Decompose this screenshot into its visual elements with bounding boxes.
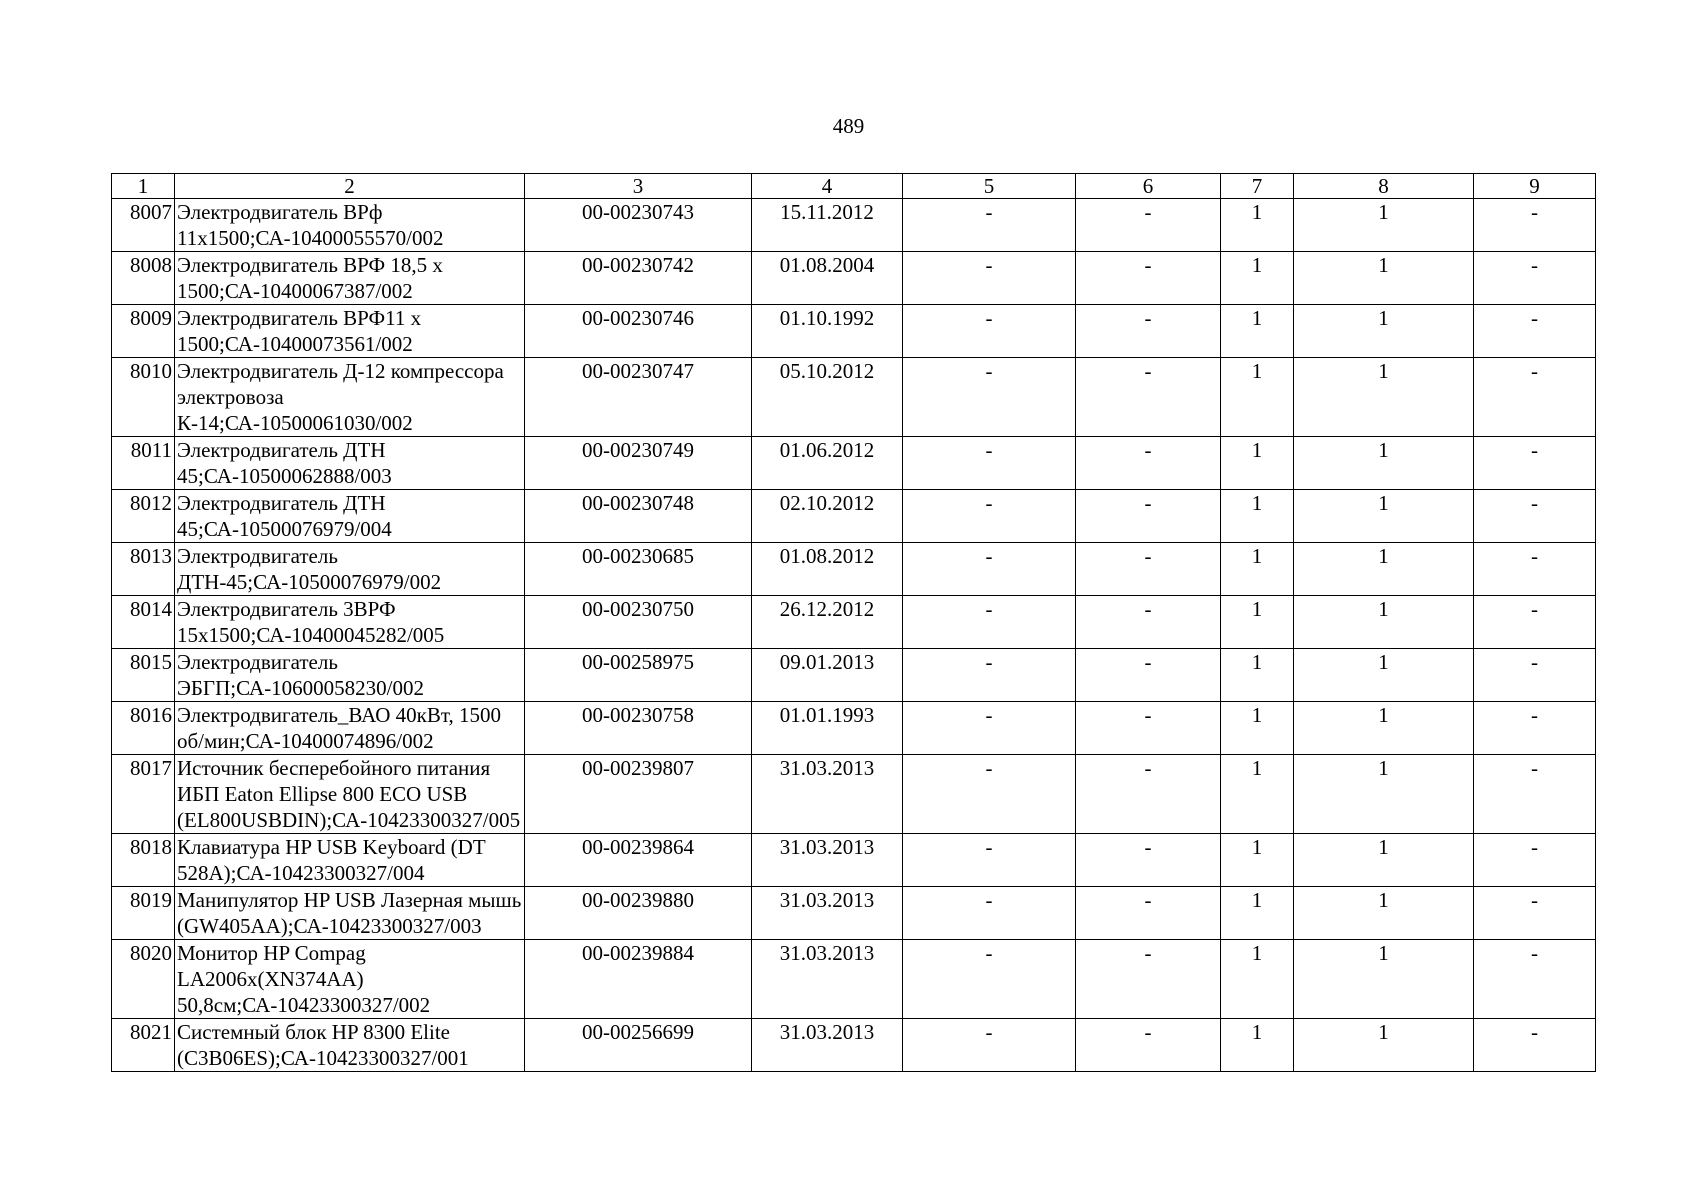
- inventory-code-cell: 00-00239880: [525, 887, 752, 940]
- row-number-cell: 8007: [112, 199, 175, 252]
- column-6-cell: -: [1076, 543, 1221, 596]
- item-name-cell: Электродвигатель ДТН 45;СА-10500076979/004: [175, 490, 525, 543]
- column-8-cell: 1: [1294, 940, 1474, 1019]
- column-header: 2: [175, 174, 525, 199]
- column-9-cell: -: [1474, 543, 1596, 596]
- column-8-cell: 1: [1294, 649, 1474, 702]
- column-8-cell: 1: [1294, 755, 1474, 834]
- date-cell: 02.10.2012: [752, 490, 903, 543]
- row-number-cell: 8011: [112, 437, 175, 490]
- column-5-cell: -: [903, 834, 1076, 887]
- row-number-cell: 8012: [112, 490, 175, 543]
- item-name-cell: Источник бесперебойного питания ИБП Eaton Ellipse 800 ECO USB (EL800USBDIN);СА-10423300327/005: [175, 755, 525, 834]
- column-7-cell: 1: [1221, 596, 1294, 649]
- table-row: [112, 490, 1596, 543]
- date-cell: 01.10.1992: [752, 305, 903, 358]
- row-number-cell: 8010: [112, 358, 175, 437]
- column-8-cell: 1: [1294, 596, 1474, 649]
- table-header: [112, 174, 1596, 199]
- date-cell: 31.03.2013: [752, 1019, 903, 1072]
- item-name-cell: Электродвигатель ВРФ 18,5 х 1500;СА-10400067387/002: [175, 252, 525, 305]
- inventory-code-cell: 00-00239807: [525, 755, 752, 834]
- column-9-cell: -: [1474, 940, 1596, 1019]
- column-7-cell: 1: [1221, 252, 1294, 305]
- column-9-cell: -: [1474, 834, 1596, 887]
- column-header: 6: [1076, 174, 1221, 199]
- column-7-cell: 1: [1221, 437, 1294, 490]
- column-header: 3: [525, 174, 752, 199]
- column-6-cell: -: [1076, 887, 1221, 940]
- column-8-cell: 1: [1294, 199, 1474, 252]
- column-8-cell: 1: [1294, 358, 1474, 437]
- column-9-cell: -: [1474, 199, 1596, 252]
- column-6-cell: -: [1076, 649, 1221, 702]
- date-cell: 31.03.2013: [752, 834, 903, 887]
- column-6-cell: -: [1076, 358, 1221, 437]
- inventory-code-cell: 00-00230758: [525, 702, 752, 755]
- table-row: [112, 199, 1596, 252]
- row-number-cell: 8017: [112, 755, 175, 834]
- inventory-code-cell: 00-00230685: [525, 543, 752, 596]
- item-name-cell: Электродвигатель ДТН 45;СА-10500062888/003: [175, 437, 525, 490]
- inventory-code-cell: 00-00230748: [525, 490, 752, 543]
- column-5-cell: -: [903, 596, 1076, 649]
- table-body: [112, 199, 1596, 1072]
- column-6-cell: -: [1076, 305, 1221, 358]
- column-6-cell: -: [1076, 1019, 1221, 1072]
- row-number-cell: 8019: [112, 887, 175, 940]
- date-cell: 01.01.1993: [752, 702, 903, 755]
- column-header: 1: [112, 174, 175, 199]
- column-8-cell: 1: [1294, 887, 1474, 940]
- column-5-cell: -: [903, 1019, 1076, 1072]
- column-8-cell: 1: [1294, 1019, 1474, 1072]
- table-row: [112, 596, 1596, 649]
- table-row: [112, 437, 1596, 490]
- column-5-cell: -: [903, 887, 1076, 940]
- date-cell: 01.08.2012: [752, 543, 903, 596]
- row-number-cell: 8020: [112, 940, 175, 1019]
- column-6-cell: -: [1076, 596, 1221, 649]
- row-number-cell: 8016: [112, 702, 175, 755]
- column-6-cell: -: [1076, 940, 1221, 1019]
- date-cell: 31.03.2013: [752, 940, 903, 1019]
- item-name-cell: Электродвигатель ВРф 11х1500;СА-10400055570/002: [175, 199, 525, 252]
- column-7-cell: 1: [1221, 940, 1294, 1019]
- date-cell: 01.06.2012: [752, 437, 903, 490]
- column-6-cell: -: [1076, 834, 1221, 887]
- column-7-cell: 1: [1221, 649, 1294, 702]
- column-5-cell: -: [903, 305, 1076, 358]
- column-7-cell: 1: [1221, 887, 1294, 940]
- column-8-cell: 1: [1294, 834, 1474, 887]
- column-5-cell: -: [903, 199, 1076, 252]
- column-7-cell: 1: [1221, 834, 1294, 887]
- column-7-cell: 1: [1221, 199, 1294, 252]
- column-7-cell: 1: [1221, 305, 1294, 358]
- column-8-cell: 1: [1294, 702, 1474, 755]
- row-number-cell: 8013: [112, 543, 175, 596]
- date-cell: 31.03.2013: [752, 887, 903, 940]
- row-number-cell: 8008: [112, 252, 175, 305]
- item-name-cell: Системный блок HP 8300 Elite (C3B06ES);СА-10423300327/001: [175, 1019, 525, 1072]
- item-name-cell: Электродвигатель 3ВРФ 15х1500;СА-10400045282/005: [175, 596, 525, 649]
- column-header: 9: [1474, 174, 1596, 199]
- column-5-cell: -: [903, 940, 1076, 1019]
- table-row: [112, 702, 1596, 755]
- column-7-cell: 1: [1221, 543, 1294, 596]
- column-7-cell: 1: [1221, 755, 1294, 834]
- table-row: [112, 252, 1596, 305]
- column-header: 8: [1294, 174, 1474, 199]
- inventory-code-cell: 00-00230746: [525, 305, 752, 358]
- column-5-cell: -: [903, 702, 1076, 755]
- table-row: [112, 834, 1596, 887]
- column-9-cell: -: [1474, 702, 1596, 755]
- table-row: [112, 1019, 1596, 1072]
- column-5-cell: -: [903, 755, 1076, 834]
- item-name-cell: Электродвигатель Д-12 компрессора электровоза К-14;СА-10500061030/002: [175, 358, 525, 437]
- item-name-cell: Электродвигатель ДТН-45;СА-10500076979/002: [175, 543, 525, 596]
- table-row: [112, 358, 1596, 437]
- column-header: 4: [752, 174, 903, 199]
- date-cell: 01.08.2004: [752, 252, 903, 305]
- date-cell: 09.01.2013: [752, 649, 903, 702]
- column-9-cell: -: [1474, 596, 1596, 649]
- column-6-cell: -: [1076, 252, 1221, 305]
- item-name-cell: Монитор HP Compag LA2006x(XN374AA) 50,8см;СА-10423300327/002: [175, 940, 525, 1019]
- item-name-cell: Электродвигатель_ВАО 40кВт, 1500 об/мин;СА-10400074896/002: [175, 702, 525, 755]
- item-name-cell: Клавиатура HP USB Keyboard (DT 528A);СА-10423300327/004: [175, 834, 525, 887]
- column-6-cell: -: [1076, 490, 1221, 543]
- column-9-cell: -: [1474, 649, 1596, 702]
- table-row: [112, 305, 1596, 358]
- inventory-code-cell: 00-00230750: [525, 596, 752, 649]
- item-name-cell: Манипулятор HP USB Лазерная мышь (GW405AA);СА-10423300327/003: [175, 887, 525, 940]
- column-9-cell: -: [1474, 305, 1596, 358]
- column-7-cell: 1: [1221, 1019, 1294, 1072]
- column-8-cell: 1: [1294, 305, 1474, 358]
- column-6-cell: -: [1076, 755, 1221, 834]
- column-8-cell: 1: [1294, 490, 1474, 543]
- row-number-cell: 8021: [112, 1019, 175, 1072]
- column-header: 7: [1221, 174, 1294, 199]
- row-number-cell: 8009: [112, 305, 175, 358]
- inventory-code-cell: 00-00230742: [525, 252, 752, 305]
- column-7-cell: 1: [1221, 702, 1294, 755]
- column-5-cell: -: [903, 252, 1076, 305]
- item-name-cell: Электродвигатель ЭБГП;СА-10600058230/002: [175, 649, 525, 702]
- row-number-cell: 8015: [112, 649, 175, 702]
- table-row: [112, 887, 1596, 940]
- column-9-cell: -: [1474, 755, 1596, 834]
- column-9-cell: -: [1474, 490, 1596, 543]
- column-5-cell: -: [903, 437, 1076, 490]
- column-6-cell: -: [1076, 199, 1221, 252]
- column-9-cell: -: [1474, 1019, 1596, 1072]
- inventory-code-cell: 00-00230743: [525, 199, 752, 252]
- inventory-code-cell: 00-00230749: [525, 437, 752, 490]
- row-number-cell: 8018: [112, 834, 175, 887]
- column-5-cell: -: [903, 490, 1076, 543]
- column-5-cell: -: [903, 649, 1076, 702]
- table-row: [112, 940, 1596, 1019]
- column-7-cell: 1: [1221, 358, 1294, 437]
- inventory-code-cell: 00-00230747: [525, 358, 752, 437]
- column-8-cell: 1: [1294, 437, 1474, 490]
- column-8-cell: 1: [1294, 543, 1474, 596]
- date-cell: 31.03.2013: [752, 755, 903, 834]
- inventory-code-cell: 00-00256699: [525, 1019, 752, 1072]
- column-6-cell: -: [1076, 702, 1221, 755]
- inventory-code-cell: 00-00239884: [525, 940, 752, 1019]
- column-9-cell: -: [1474, 887, 1596, 940]
- date-cell: 26.12.2012: [752, 596, 903, 649]
- inventory-code-cell: 00-00239864: [525, 834, 752, 887]
- column-5-cell: -: [903, 358, 1076, 437]
- date-cell: 15.11.2012: [752, 199, 903, 252]
- date-cell: 05.10.2012: [752, 358, 903, 437]
- inventory-table: [111, 173, 1596, 1072]
- inventory-code-cell: 00-00258975: [525, 649, 752, 702]
- table-row: [112, 755, 1596, 834]
- page-number: 489: [832, 114, 865, 138]
- row-number-cell: 8014: [112, 596, 175, 649]
- column-9-cell: -: [1474, 358, 1596, 437]
- column-6-cell: -: [1076, 437, 1221, 490]
- column-9-cell: -: [1474, 437, 1596, 490]
- column-5-cell: -: [903, 543, 1076, 596]
- column-8-cell: 1: [1294, 252, 1474, 305]
- column-9-cell: -: [1474, 252, 1596, 305]
- header-row: [112, 174, 1596, 199]
- item-name-cell: Электродвигатель ВРФ11 х 1500;СА-10400073561/002: [175, 305, 525, 358]
- column-header: 5: [903, 174, 1076, 199]
- column-7-cell: 1: [1221, 490, 1294, 543]
- table-row: [112, 649, 1596, 702]
- table-row: [112, 543, 1596, 596]
